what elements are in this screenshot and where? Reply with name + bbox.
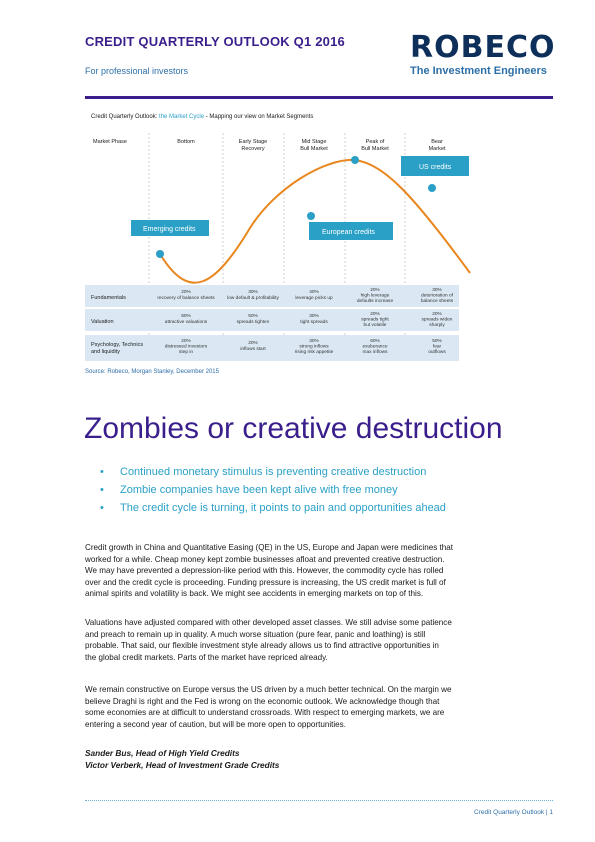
cell-fund-bear: 30% deterioration of balance sheets bbox=[420, 288, 454, 304]
footer-divider bbox=[85, 800, 553, 801]
phase-bear: Bear Market bbox=[428, 139, 446, 152]
bullet-icon: • bbox=[100, 484, 104, 496]
us-credits-label: US credits bbox=[419, 164, 452, 171]
audience-note: For professional investors bbox=[85, 66, 189, 76]
cell-fund-early: 30% low default & profitability bbox=[227, 290, 279, 301]
phase-header: Market Phase bbox=[93, 139, 127, 145]
phase-early-recovery: Early Stage Recovery bbox=[238, 139, 268, 152]
key-point: • The credit cycle is turning, it points to pain and opportunities ahead bbox=[100, 499, 446, 517]
phase-mid-bull: Mid Stage Bull Market bbox=[300, 139, 328, 152]
author-signature: Sander Bus, Head of High Yield Credits bbox=[85, 748, 240, 758]
european-credits-label: European credits bbox=[322, 229, 375, 236]
market-cycle-figure bbox=[85, 108, 553, 365]
cell-val-bear: 20% spreads widen sharply bbox=[421, 312, 453, 328]
author-signature: Victor Verberk, Head of Investment Grade Credits bbox=[85, 760, 280, 770]
cell-psy-bottom: 20% distressed investors step in bbox=[164, 339, 208, 355]
phase-peak-bull: Peak of Bull Market bbox=[361, 139, 389, 152]
bullet-icon: • bbox=[100, 502, 104, 514]
figure-source: Source: Robeco, Morgan Stanley, December 2015 bbox=[85, 369, 219, 375]
key-point: • Continued monetary stimulus is preventing creative destruction bbox=[100, 463, 446, 481]
phase-bottom: Bottom bbox=[177, 139, 195, 145]
row-band-psychology bbox=[85, 335, 459, 361]
row-label-psychology: Psychology, Technics and liquidity bbox=[91, 342, 144, 355]
cell-psy-early: 20% inflows start bbox=[240, 341, 266, 352]
key-point: • Zombie companies have been kept alive with free money bbox=[100, 481, 446, 499]
key-points-list bbox=[100, 463, 446, 517]
article-headline: Zombies or creative destruction bbox=[84, 412, 503, 445]
row-label-valuation: Valuation bbox=[91, 319, 114, 325]
cell-psy-mid: 30% strong inflows rising risk appetite bbox=[294, 339, 334, 355]
logo-tagline: The Investment Engineers bbox=[410, 65, 547, 77]
figure-title: Credit Quarterly Outlook: the Market Cycle - Mapping our view on Market Segments bbox=[91, 114, 314, 120]
cell-psy-bear: 50% fear outflows bbox=[428, 339, 446, 355]
body-paragraph-1: Credit growth in China and Quantitative Easing (QE) in the US, Europe and Japan were medicines that worked for a while. Cheap money kept zombie businesses afloat and prevented creative destruction. We may have prevented a depression-like period with this. However, the commodity cycle has rolled over and the credit cycle is proceeding. Funding pressure is increasing, the US credit market is full of animal spirits and volatility is back. We might see accidents in emerging markets on top of this. bbox=[85, 543, 454, 599]
cell-fund-peak: 20% high leverage defaults increase bbox=[356, 288, 394, 304]
body-paragraph-2: Valuations have adjusted compared with other developed asset classes. We still advise some patience and preach to remain up in quality. A much worse situation (pure fear, panic and loathing) is still probable. That said, our flexible investment style already allows us to find attractive opportunities in the global credit markets. Parts of the market have repriced already. bbox=[85, 618, 452, 662]
cell-val-bottom: 60% attractive valuations bbox=[164, 314, 208, 325]
emerging-credits-label: Emerging credits bbox=[143, 226, 196, 233]
cell-fund-mid: 40% leverage picks up bbox=[295, 290, 333, 301]
cell-val-mid: 30% tight spreads bbox=[300, 314, 328, 325]
cell-psy-peak: 60% exuberance max inflows bbox=[362, 339, 388, 355]
robeco-logo: ROBECO bbox=[410, 30, 556, 65]
page-footer: Credit Quarterly Outlook | 1 bbox=[474, 809, 553, 816]
emerging-credits-marker bbox=[156, 250, 164, 258]
body-paragraph-3: We remain constructive on Europe versus the US driven by a much better technical. On the margin we believe Draghi is right and the Fed is wrong on the economic outlook. We acknowledge though that some economies are at difficult to understand crossroads. With respect to emerging markets, we are entering a second year of caution, but will be more open to opportunities. bbox=[85, 685, 452, 729]
us-credits-marker bbox=[351, 156, 359, 164]
us-credits-marker-2 bbox=[428, 184, 436, 192]
bullet-icon: • bbox=[100, 466, 104, 478]
row-band-valuation bbox=[85, 309, 459, 331]
header-divider bbox=[85, 96, 553, 99]
report-title: CREDIT QUARTERLY OUTLOOK Q1 2016 bbox=[85, 34, 345, 49]
european-credits-marker bbox=[307, 212, 315, 220]
cell-val-peak: 20% spreads tight but volatile bbox=[361, 312, 389, 328]
cell-fund-bottom: 20% recovery of balance sheets bbox=[157, 290, 215, 301]
row-label-fundamentals: Fundamentals bbox=[91, 295, 126, 301]
cell-val-early: 50% spreads tighten bbox=[236, 314, 270, 325]
